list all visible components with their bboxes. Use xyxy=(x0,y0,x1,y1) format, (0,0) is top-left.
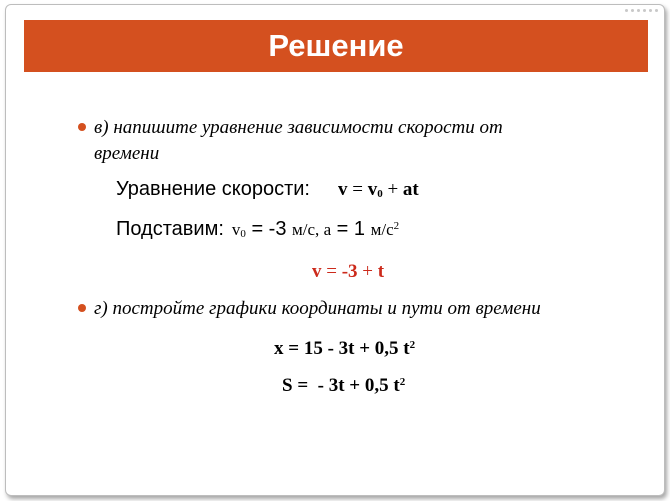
path-equation: S = - 3t + 0,5 $t^2$ xyxy=(282,375,406,396)
bullet-icon xyxy=(78,123,86,131)
bullet-text-line: в) напишите уравнение зависимости скорости от xyxy=(94,117,503,138)
a-value: = 1 xyxy=(331,218,371,240)
v0-symbol: v xyxy=(231,220,241,239)
v0-unit: м/с, xyxy=(292,220,320,239)
substitution-line xyxy=(116,218,399,241)
bullet-text-line: времени xyxy=(94,143,160,164)
slide-content xyxy=(6,5,664,495)
velocity-equation: v = v0 + at xyxy=(337,179,419,200)
substitution-label: Подставим: xyxy=(116,218,224,240)
bullet-icon xyxy=(78,304,86,312)
coordinate-equation: x = 15 - 3t + 0,5 $t^2$ xyxy=(274,338,416,359)
bullet-text-b xyxy=(94,115,503,167)
v0-subscript: 0 xyxy=(240,228,246,240)
v0-value: = -3 xyxy=(245,218,293,240)
a-unit: м/с xyxy=(370,220,394,239)
slide-title: Решение xyxy=(268,28,404,63)
a-unit-exponent: 2 xyxy=(393,220,400,232)
bullet-item-g xyxy=(78,296,541,322)
a-symbol: a xyxy=(319,220,332,239)
slide xyxy=(5,4,665,496)
velocity-equation-line xyxy=(116,178,419,201)
equation-label: Уравнение скорости: xyxy=(116,178,310,200)
bullet-text-g: г) постройте графики координаты и пути от времени xyxy=(94,298,541,319)
velocity-result: v = -3 + t xyxy=(312,261,385,282)
bullet-item-b xyxy=(78,115,503,167)
